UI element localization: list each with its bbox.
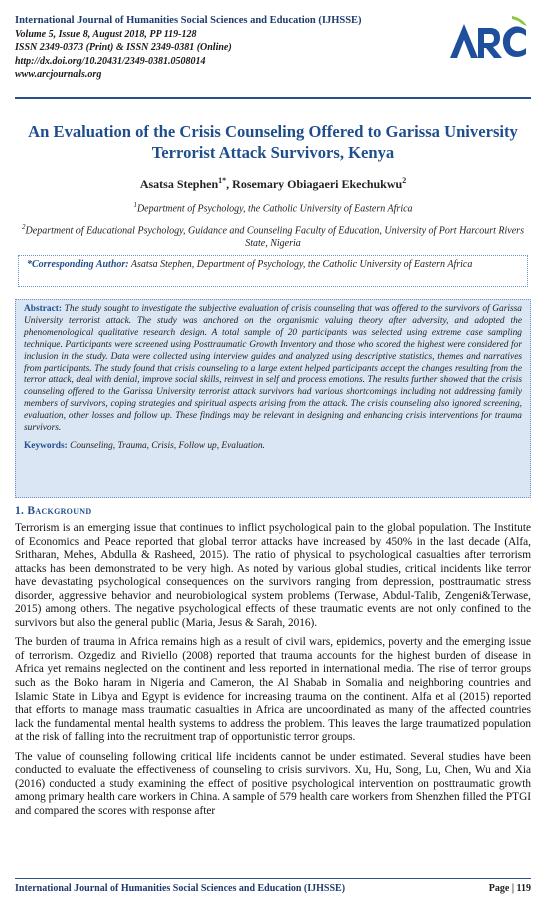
section-number: 1.	[15, 505, 25, 517]
keywords-paragraph	[24, 441, 522, 453]
corresponding-author-box	[18, 255, 528, 287]
author-1-sup: 1*	[218, 176, 227, 185]
abstract-text: The study sought to investigate the subjective evaluation of crisis counseling that was offered to the survivors of Garissa University terrorist attack. The study was anchored on the organismic valuing theory after adversity, and adopted the phenomenological qualitative research design. A total sample of 20 participants was selected using extreme case sampling technique. Participants were screened using Posttraumatic Growth Inventory and those who scored the highest were considered for inclusion in the study. Data were collected using interview guides and analyzed using descriptive statistics, themes and narratives from participants. The study found that crisis counseling to a large extent helped participants accept the changes resulting from the terror attack, deal with denial, improve social skills, reinvest in self and process emotions. The results further showed that the crisis counseling offered to the Garissa University terrorist attack survivors had various shortcomings including not addressing family members of survivors, coping strategies and spiritual aspects arising from the attack. The crisis counseling also ignored screening, evaluation, other losses and follow up. These findings may be relevant in designing and enhancing crisis interventions for trauma survivors.	[24, 304, 522, 434]
author-separator: ,	[226, 177, 233, 191]
abstract-box	[15, 299, 531, 498]
arc-logo	[448, 14, 528, 60]
volume-info: Volume 5, Issue 8, August 2018, PP 119-128	[15, 28, 197, 40]
abstract-label: Abstract:	[24, 304, 63, 314]
footer-divider	[15, 878, 531, 879]
author-list	[0, 176, 546, 192]
page-footer	[15, 883, 531, 894]
section-heading	[15, 505, 91, 517]
website-link[interactable]: www.arcjournals.org	[15, 69, 102, 80]
doi-link[interactable]: http://dx.doi.org/10.20431/2349-0381.0508014	[15, 55, 206, 67]
issn-info: ISSN 2349-0373 (Print) & ISSN 2349-0381 (Online)	[15, 42, 232, 53]
body-paragraph-3: The value of counseling following critical life incidents cannot be under estimated. Several studies have been conducted to evaluate the effectiveness of counseling to crisis survivors. Xu, Hu, Song, Lu, Chen, Wu and Xia (2016) conducted a study examining the effect of positive psychological intervention on posttraumatic growth among primary health care workers in China. A sample of 579 health care workers from Shenzhen filled the PTGI and compared the scores with response after	[15, 750, 531, 817]
author-2-sup: 2	[402, 176, 407, 185]
body-text	[15, 522, 531, 824]
section-title: Background	[27, 505, 92, 517]
header-divider	[15, 97, 531, 99]
affiliation-1	[15, 199, 531, 215]
article-title: An Evaluation of the Crisis Counseling Offered to Garissa University Terrorist Attack Survivors, Kenya	[28, 122, 518, 162]
footer-journal: International Journal of Humanities Social Sciences and Education (IJHSSE)	[15, 883, 346, 894]
author-1: Asatsa Stephen	[139, 177, 219, 191]
keywords-text: Counseling, Trauma, Crisis, Follow up, Evaluation.	[67, 440, 265, 451]
body-paragraph-2: The burden of trauma in Africa remains high as a result of civil wars, epidemics, poverty and the emerging issue of terrorism. Ozgediz and Riviello (2008) reported that trauma accounts for the highest burden of disease in Africa yet remains neglected on the continent and less reported in international media. The rise of terror groups such as the Boko haram in Nigeria and Cameron, the Al Shabab in Somalia and neighboring countries and Islamic State in Libya and Egypt is evidence for increasing trauma on the continent. Alfa et al (2015) reported that efforts to manage mass traumatic casualties in Africa are uncoordinated as many of the affected countries lack the fundamental mental health systems to address the problem. This leaves the large traumatized population at the risk of falling into the recruitment trap of opportunistic terror groups.	[15, 636, 531, 744]
corresponding-text: Asatsa Stephen, Department of Psychology, the Catholic University of Eastern Africa	[128, 259, 473, 270]
affiliation-2-sup: 2	[22, 223, 26, 231]
keywords-label: Keywords:	[24, 440, 68, 451]
author-2: Rosemary Obiagaeri Ekechukwu	[232, 177, 403, 191]
affiliation-2-text: Department of Educational Psychology, Guidance and Counseling Faculty of Education, University of Port Harcourt Rivers State, Nigeria	[25, 225, 524, 250]
affiliation-1-text: Department of Psychology, the Catholic University of Eastern Africa	[136, 203, 413, 215]
journal-name: International Journal of Humanities Social Sciences and Education (IJHSSE)	[15, 15, 362, 26]
corresponding-label: *Corresponding Author:	[27, 259, 129, 270]
page-number: Page | 119	[488, 883, 531, 894]
journal-header	[15, 14, 445, 82]
affiliation-2	[15, 221, 531, 250]
abstract-paragraph	[24, 304, 522, 435]
body-paragraph-1: Terrorism is an emerging issue that continues to inflict psychological pain to the global population. The Institute of Economics and Peace reported that global terror attacks have increased by 450% in the last decade (Alfa, Sritharan, Mehes, Abdulla & Rasheed, 2015). The ratio of physical to psychological casualties after terrorism attacks has been demonstrated to be very high. As noted by various global studies, critical incidents like terror have devastating psychological consequences on the survivors ranging from depression, posttraumatic stress disorder, aggressive behavior and neurobiological system problems (Terwase, Abdul-Talib, Zengeni&Terwase, 2015) among others. The negative psychological effects of these traumatic events are not only confined to the survivors but also the general public (Maria, Jesus & Sarah, 2016).	[15, 522, 531, 629]
affiliation-1-sup: 1	[133, 201, 137, 209]
